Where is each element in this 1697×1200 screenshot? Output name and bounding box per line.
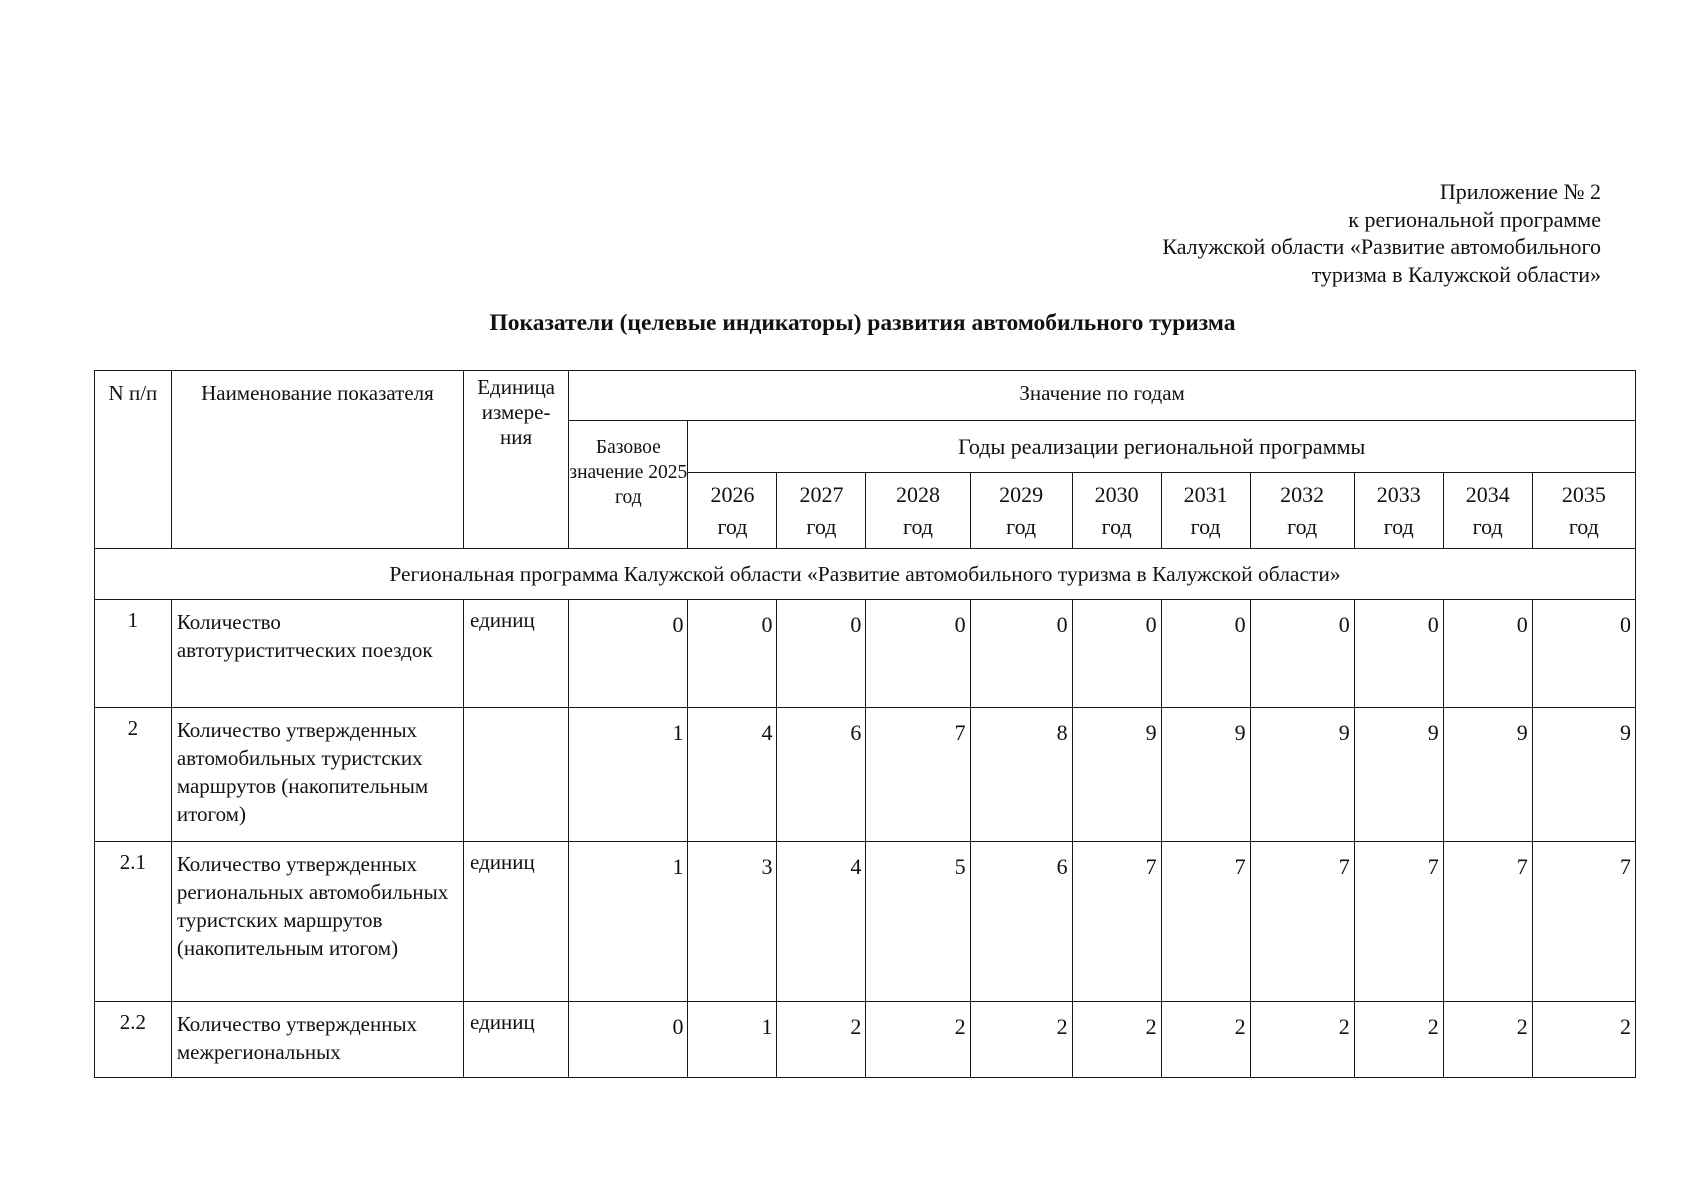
header-year (1532, 473, 1635, 549)
year-label: год (1006, 513, 1037, 539)
year-value-cell: 2 (1161, 1002, 1250, 1078)
base-value-cell: 0 (569, 1002, 688, 1078)
base-value-cell: 0 (569, 600, 688, 708)
year-number: 2030 (1094, 481, 1139, 507)
year-number: 2031 (1183, 481, 1228, 507)
unit-cell: единиц (464, 1002, 569, 1078)
header-name: Наименование показателя (171, 371, 463, 549)
unit-cell: единиц (464, 600, 569, 708)
row-number: 1 (95, 600, 172, 708)
table-row (95, 708, 1636, 842)
year-value-cell: 4 (688, 708, 777, 842)
table-row (95, 842, 1636, 1002)
year-value-cell: 0 (970, 600, 1072, 708)
year-value-cell: 9 (1250, 708, 1354, 842)
indicators-table (94, 370, 1636, 1078)
header-values-by-year: Значение по годам (569, 371, 1636, 421)
year-value-cell: 2 (777, 1002, 866, 1078)
year-number: 2028 (895, 481, 940, 507)
year-value-cell: 2 (1250, 1002, 1354, 1078)
year-value-cell: 1 (688, 1002, 777, 1078)
year-number: 2027 (799, 481, 844, 507)
year-value-cell: 4 (777, 842, 866, 1002)
header-year (1354, 473, 1443, 549)
year-value-cell: 2 (1532, 1002, 1635, 1078)
header-program-years: Годы реализации региональной программы (688, 421, 1636, 473)
row-number: 2.2 (95, 1002, 172, 1078)
year-number: 2029 (999, 481, 1044, 507)
header-year (970, 473, 1072, 549)
year-label: год (1190, 513, 1221, 539)
year-value-cell: 2 (1354, 1002, 1443, 1078)
unit-cell: единиц (464, 842, 569, 1002)
year-value-cell: 0 (1161, 600, 1250, 708)
year-value-cell: 9 (1443, 708, 1532, 842)
year-value-cell: 7 (866, 708, 970, 842)
indicator-name: Количество утвержденных региональных автомобильных туристских маршрутов (накопительным итогом) (171, 842, 463, 1002)
indicator-name: Количество автотуриститческих поездок (171, 600, 463, 708)
table-row (95, 600, 1636, 708)
unit-cell (464, 708, 569, 842)
row-number: 2 (95, 708, 172, 842)
year-value-cell: 0 (1354, 600, 1443, 708)
header-row (95, 371, 1636, 421)
year-label: год (902, 513, 934, 539)
year-value-cell: 7 (1161, 842, 1250, 1002)
year-number: 2033 (1376, 481, 1421, 507)
year-number: 2032 (1280, 481, 1325, 507)
year-value-cell: 8 (970, 708, 1072, 842)
table-body (95, 371, 1636, 1078)
year-value-cell: 5 (866, 842, 970, 1002)
year-label: год (1568, 513, 1599, 539)
header-year (866, 473, 970, 549)
year-label: год (1101, 513, 1132, 539)
header-year (777, 473, 866, 549)
appendix-line: Калужской области «Развитие автомобильного (1162, 234, 1601, 259)
year-value-cell: 0 (1443, 600, 1532, 708)
header-base-value: Базовое значение 2025 год (569, 421, 688, 549)
year-label: год (1383, 513, 1414, 539)
year-value-cell: 6 (777, 708, 866, 842)
year-value-cell: 7 (1354, 842, 1443, 1002)
base-value-cell: 1 (569, 708, 688, 842)
appendix-line: туризма в Калужской области» (1311, 261, 1601, 287)
header-year (688, 473, 777, 549)
year-value-cell: 9 (1532, 708, 1635, 842)
row-number: 2.1 (95, 842, 172, 1002)
year-value-cell: 9 (1072, 708, 1161, 842)
year-value-cell: 0 (777, 600, 866, 708)
year-value-cell: 0 (688, 600, 777, 708)
year-value-cell: 0 (1072, 600, 1161, 708)
indicator-name: Количество утвержденных автомобильных туристских маршрутов (накопительным итогом) (171, 708, 463, 842)
year-value-cell: 9 (1354, 708, 1443, 842)
year-value-cell: 9 (1161, 708, 1250, 842)
year-value-cell: 2 (970, 1002, 1072, 1078)
header-year (1072, 473, 1161, 549)
header-num: N п/п (95, 371, 172, 549)
year-label: год (806, 513, 837, 539)
document-title: Показатели (целевые индикаторы) развития автомобильного туризма (489, 310, 1236, 336)
header-year (1443, 473, 1532, 549)
year-number: 2035 (1561, 481, 1606, 507)
section-row (95, 549, 1636, 600)
year-value-cell: 6 (970, 842, 1072, 1002)
year-value-cell: 7 (1072, 842, 1161, 1002)
header-unit: Единица измере- ния (464, 371, 569, 549)
indicator-name: Количество утвержденных межрегиональных (171, 1002, 463, 1078)
year-label: год (1472, 513, 1503, 539)
year-number: 2026 (710, 481, 755, 507)
base-value-cell: 1 (569, 842, 688, 1002)
header-year (1161, 473, 1250, 549)
year-number: 2034 (1465, 481, 1510, 507)
year-label: год (717, 513, 748, 539)
year-value-cell: 0 (1250, 600, 1354, 708)
header-year (1250, 473, 1354, 549)
year-value-cell: 0 (866, 600, 970, 708)
year-value-cell: 7 (1250, 842, 1354, 1002)
appendix-note (1162, 178, 1601, 288)
table-row (95, 1002, 1636, 1078)
year-value-cell: 0 (1532, 600, 1635, 708)
year-value-cell: 2 (1443, 1002, 1532, 1078)
year-value-cell: 7 (1532, 842, 1635, 1002)
appendix-line: Приложение № 2 (1439, 179, 1601, 204)
year-label: год (1287, 513, 1318, 539)
year-value-cell: 2 (1072, 1002, 1161, 1078)
year-value-cell: 2 (866, 1002, 970, 1078)
section-title: Региональная программа Калужской области «Развитие автомобильного туризма в Калужской области» (95, 549, 1636, 600)
year-value-cell: 3 (688, 842, 777, 1002)
year-value-cell: 7 (1443, 842, 1532, 1002)
appendix-line: к региональной программе (1348, 206, 1601, 232)
